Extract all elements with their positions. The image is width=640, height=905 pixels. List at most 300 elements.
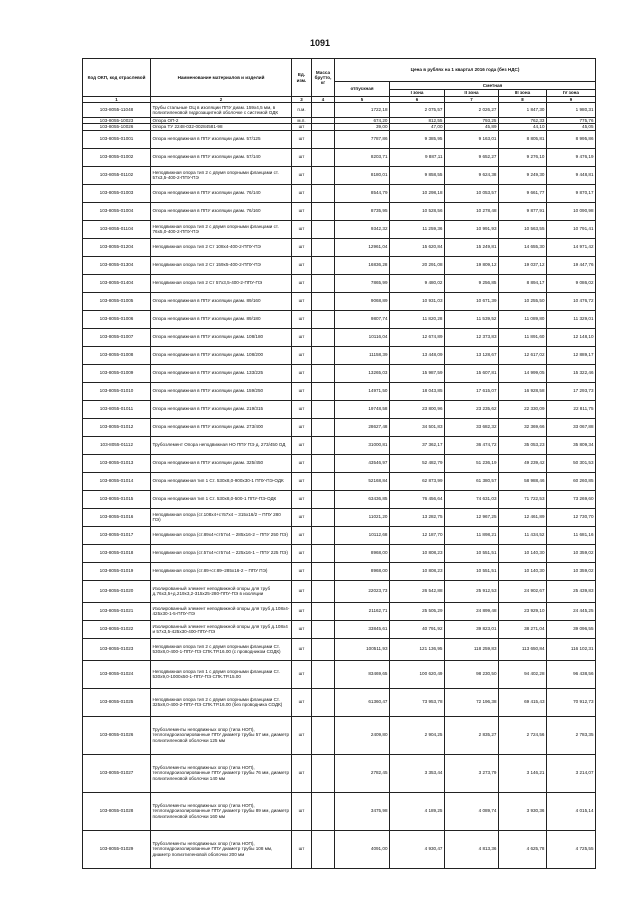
item-code-cell: 103-8055-01011 [83, 400, 151, 418]
item-name-cell: Неподвижная опора (ст.89х4+ст57х4 – 285х16-2 – ППУ 250 ПЭ) [151, 526, 292, 544]
item-code-cell: 103-8055-01007 [83, 328, 151, 346]
release-price-cell: 2409,80 [335, 716, 390, 754]
item-name-cell: Трубоэлементы неподвижных опор (типа НОП), теплогидроизолированные ППУ диаметр трубы 89 мм, диаметр полиэтиленовой оболочки 160 мм [151, 792, 292, 830]
zone-4-price-cell: 12 889,17 [547, 346, 596, 364]
zone-2-price-cell: 17 615,07 [445, 382, 499, 400]
zone-1-price-cell: 10 931,03 [390, 292, 445, 310]
item-name-cell: Изолированный элемент неподвижной опоры для труб д.108х4-425х30-1-5-ППУ-ПЭ [151, 602, 292, 620]
zone-2-price-cell: 10 278,48 [445, 202, 499, 220]
zone-3-price-cell: 11 434,52 [499, 526, 547, 544]
zone-3-price-cell: 8 805,81 [499, 130, 547, 148]
release-price-cell: 9068,89 [335, 292, 390, 310]
unit-cell: шт [292, 124, 312, 130]
zone-2-price-cell: 39 823,01 [445, 620, 499, 638]
zone-1-price-cell: 23 800,96 [390, 400, 445, 418]
zone-2-price-cell: 2 835,27 [445, 716, 499, 754]
zone-4-price-cell: 9 870,17 [547, 184, 596, 202]
zone-1-price-cell: 10 808,23 [390, 544, 445, 562]
table-row [83, 382, 596, 400]
unit-cell: п.м. [292, 103, 312, 118]
zone-2-price-cell: 10 671,39 [445, 292, 499, 310]
zone-3-price-cell: 23 929,10 [499, 602, 547, 620]
zone-3-price-cell: 38 271,04 [499, 620, 547, 638]
table-row [83, 490, 596, 508]
mass-cell [312, 716, 335, 754]
zone-1-price-cell: 26 542,88 [390, 580, 445, 602]
zone-4-price-cell: 9 476,19 [547, 148, 596, 166]
zone-2-price-cell: 15 607,81 [445, 364, 499, 382]
zone-4-price-cell: 22 811,75 [547, 400, 596, 418]
release-price-cell: 2782,45 [335, 754, 390, 792]
mass-cell [312, 620, 335, 638]
release-price-cell: 8968,00 [335, 544, 390, 562]
zone-2-price-cell: 12 967,25 [445, 508, 499, 526]
column-number: 7 [445, 97, 499, 103]
unit-cell: шт [292, 274, 312, 292]
unit-cell: м.п. [292, 118, 312, 124]
zone-1-price-cell: 9 887,11 [390, 148, 445, 166]
unit-cell: шт [292, 238, 312, 256]
unit-cell: шт [292, 292, 312, 310]
zone-2-price-cell: 51 236,19 [445, 454, 499, 472]
table-row [83, 166, 596, 184]
header-estimate: Сметная [390, 82, 596, 90]
release-price-cell: 61360,47 [335, 688, 390, 716]
table-row [83, 310, 596, 328]
zone-2-price-cell: 15 249,81 [445, 238, 499, 256]
mass-cell [312, 220, 335, 238]
item-code-cell: 103-8055-01004 [83, 202, 151, 220]
mass-cell [312, 562, 335, 580]
item-code-cell: 103-8055-01002 [83, 148, 151, 166]
zone-1-price-cell: 11 259,36 [390, 220, 445, 238]
table-row [83, 202, 596, 220]
item-name-cell: Опора неподвижная в ППУ изоляции диам. 89/180 [151, 310, 292, 328]
zone-4-price-cell: 9 448,81 [547, 166, 596, 184]
header-unit: Ед. изм. [292, 59, 312, 97]
zone-1-price-cell: 12 187,70 [390, 526, 445, 544]
table-row [83, 620, 596, 638]
item-name-cell: Опора неподвижная в ППУ изоляции диам. 325/450 [151, 454, 292, 472]
table-row [83, 130, 596, 148]
item-name-cell: Опора ТУ 2248-032-00284581-98 [151, 124, 292, 130]
zone-3-price-cell: 10 140,30 [499, 562, 547, 580]
zone-2-price-cell: 793,25 [445, 118, 499, 124]
release-price-cell: 7865,99 [335, 274, 390, 292]
zone-3-price-cell: 19 037,12 [499, 256, 547, 274]
zone-3-price-cell: 9 276,10 [499, 148, 547, 166]
item-code-cell: 103-8055-01017 [83, 526, 151, 544]
unit-cell: шт [292, 754, 312, 792]
mass-cell [312, 346, 335, 364]
item-name-cell: Трубы стальные ОЦ в изоляции ППУ диам. 159х4,5 мм, в полиэтиленовой гидрозащитной оболочке с системой ОДК [151, 103, 292, 118]
column-number: 9 [547, 97, 596, 103]
table-row [83, 660, 596, 688]
item-code-cell: 103-8055-01014 [83, 472, 151, 490]
table-row [83, 716, 596, 754]
unit-cell: шт [292, 148, 312, 166]
table-row [83, 346, 596, 364]
zone-3-price-cell: 9 877,91 [499, 202, 547, 220]
zone-3-price-cell: 12 617,02 [499, 346, 547, 364]
zone-4-price-cell: 35 809,34 [547, 436, 596, 454]
zone-4-price-cell: 33 067,88 [547, 418, 596, 436]
mass-cell [312, 830, 335, 868]
table-row [83, 508, 596, 526]
item-code-cell: 103-8055-01204 [83, 238, 151, 256]
release-price-cell: 8180,01 [335, 166, 390, 184]
item-name-cell: Опора неподвижная тип 1 Ст. 530х8,0-500-1 ППУ-ПЭ-ОДК [151, 490, 292, 508]
item-code-cell: 103-8055-01018 [83, 544, 151, 562]
release-price-cell: 12961,04 [335, 238, 390, 256]
item-code-cell: 103-8055-01016 [83, 508, 151, 526]
mass-cell [312, 602, 335, 620]
zone-2-price-cell: 74 631,03 [445, 490, 499, 508]
item-name-cell: Опора неподвижная в ППУ изоляции диам. 273/400 [151, 418, 292, 436]
table-row [83, 103, 596, 118]
mass-cell [312, 166, 335, 184]
table-row [83, 580, 596, 602]
zone-1-price-cell: 15 987,59 [390, 364, 445, 382]
item-code-cell: 103-8055-01023 [83, 638, 151, 660]
item-code-cell: 103-8055-10026 [83, 124, 151, 130]
release-price-cell: 28627,48 [335, 418, 390, 436]
unit-cell: шт [292, 454, 312, 472]
zone-1-price-cell: 18 043,85 [390, 382, 445, 400]
item-code-cell: 103-8055-01404 [83, 274, 151, 292]
header-zone-2: II зона [445, 90, 499, 97]
zone-4-price-cell: 4 725,55 [547, 830, 596, 868]
item-name-cell: Опора неподвижная тип 1 Ст. 530х8,0-900х30-1 ППУ-ПЭ-ОДК [151, 472, 292, 490]
mass-cell [312, 526, 335, 544]
zone-4-price-cell: 116 102,31 [547, 638, 596, 660]
zone-1-price-cell: 34 501,83 [390, 418, 445, 436]
zone-2-price-cell: 10 551,51 [445, 544, 499, 562]
unit-cell: шт [292, 382, 312, 400]
item-name-cell: Неподвижная опора тип 2 с двумя опорными фланцами Ст. 530х8,0-400-1-ППУ-ПЭ СПК.ТР.16.00 (с проводником СОДК) [151, 638, 292, 660]
zone-1-price-cell: 25 505,29 [390, 602, 445, 620]
zone-3-price-cell: 9 249,30 [499, 166, 547, 184]
column-number: 5 [335, 97, 390, 103]
zone-3-price-cell: 69 415,43 [499, 688, 547, 716]
release-price-cell: 8968,00 [335, 562, 390, 580]
table-row [83, 830, 596, 868]
mass-cell [312, 544, 335, 562]
release-price-cell: 11021,20 [335, 508, 390, 526]
zone-3-price-cell: 3 146,21 [499, 754, 547, 792]
zone-1-price-cell: 73 953,78 [390, 688, 445, 716]
mass-cell [312, 238, 335, 256]
zone-4-price-cell: 10 476,72 [547, 292, 596, 310]
release-price-cell: 43546,97 [335, 454, 390, 472]
unit-cell: шт [292, 166, 312, 184]
mass-cell [312, 292, 335, 310]
zone-4-price-cell: 11 681,16 [547, 526, 596, 544]
zone-1-price-cell: 9 858,55 [390, 166, 445, 184]
zone-1-price-cell: 121 136,95 [390, 638, 445, 660]
unit-cell: шт [292, 602, 312, 620]
zone-3-price-cell: 58 988,46 [499, 472, 547, 490]
zone-2-price-cell: 9 624,38 [445, 166, 499, 184]
unit-cell: шт [292, 688, 312, 716]
zone-1-price-cell: 52 482,79 [390, 454, 445, 472]
mass-cell [312, 508, 335, 526]
column-number: 8 [499, 97, 547, 103]
mass-cell [312, 202, 335, 220]
item-code-cell: 103-8055-01021 [83, 602, 151, 620]
zone-3-price-cell: 14 999,05 [499, 364, 547, 382]
release-price-cell: 13265,03 [335, 364, 390, 382]
zone-3-price-cell: 16 928,58 [499, 382, 547, 400]
item-name-cell: Трубоэлемент Опора неподвижная НО ППУ ПЭ д. 273/450 ОД [151, 436, 292, 454]
item-code-cell: 103-8055-01029 [83, 830, 151, 868]
table-row [83, 602, 596, 620]
table-header [83, 59, 596, 103]
zone-4-price-cell: 8 995,86 [547, 130, 596, 148]
release-price-cell: 22023,73 [335, 580, 390, 602]
unit-cell: шт [292, 310, 312, 328]
zone-4-price-cell: 4 015,14 [547, 792, 596, 830]
item-name-cell: Неподвижная опора тип 2 Ст 159х5-400-2-ППУ-ПЭ [151, 256, 292, 274]
release-price-cell: 10112,68 [335, 526, 390, 544]
release-price-cell: 8544,79 [335, 184, 390, 202]
zone-2-price-cell: 24 899,48 [445, 602, 499, 620]
zone-1-price-cell: 40 791,92 [390, 620, 445, 638]
zone-1-price-cell: 812,55 [390, 118, 445, 124]
zone-1-price-cell: 10 808,23 [390, 562, 445, 580]
column-number: 2 [151, 97, 292, 103]
table-row [83, 184, 596, 202]
item-name-cell: Неподвижная опора тип 2 Ст 57х3,5-400-2-ППУ-ПЭ [151, 274, 292, 292]
zone-2-price-cell: 45,89 [445, 124, 499, 130]
zone-4-price-cell: 70 912,73 [547, 688, 596, 716]
table-row [83, 544, 596, 562]
table-row [83, 274, 596, 292]
item-name-cell: Изолированный элемент неподвижной опоры для труб д.108х4 и 57х3,5-425х30-400-ППУ-ПЭ [151, 620, 292, 638]
zone-4-price-cell: 10 090,98 [547, 202, 596, 220]
zone-3-price-cell: 8 894,17 [499, 274, 547, 292]
item-code-cell: 103-8055-01025 [83, 688, 151, 716]
unit-cell: шт [292, 346, 312, 364]
zone-1-price-cell: 100 620,49 [390, 660, 445, 688]
zone-3-price-cell: 14 655,30 [499, 238, 547, 256]
release-price-cell: 4091,00 [335, 830, 390, 868]
header-mass: Масса брутто, кг [312, 59, 335, 97]
zone-4-price-cell: 775,76 [547, 118, 596, 124]
item-name-cell: Опора неподвижная в ППУ изоляции диам. 159/250 [151, 382, 292, 400]
table-row [83, 220, 596, 238]
item-name-cell: Опора неподвижная в ППУ изоляции диам. 108/200 [151, 346, 292, 364]
unit-cell: шт [292, 508, 312, 526]
mass-cell [312, 310, 335, 328]
zone-1-price-cell: 2 904,25 [390, 716, 445, 754]
unit-cell: шт [292, 130, 312, 148]
zone-2-price-cell: 9 652,27 [445, 148, 499, 166]
mass-cell [312, 580, 335, 602]
release-price-cell: 7787,86 [335, 130, 390, 148]
zone-3-price-cell: 12 461,89 [499, 508, 547, 526]
zone-3-price-cell: 44,10 [499, 124, 547, 130]
table-row [83, 364, 596, 382]
unit-cell: шт [292, 202, 312, 220]
zone-3-price-cell: 49 239,42 [499, 454, 547, 472]
zone-4-price-cell: 45,05 [547, 124, 596, 130]
zone-1-price-cell: 2 075,57 [390, 103, 445, 118]
table-row [83, 688, 596, 716]
unit-cell: шт [292, 716, 312, 754]
zone-3-price-cell: 11 089,80 [499, 310, 547, 328]
column-number: 6 [390, 97, 445, 103]
item-name-cell: Изолированный элемент неподвижной опоры для труб д.76х3,5+д.219х3,2-315х25-280-ППУ-ПЭ в изоляции [151, 580, 292, 602]
item-code-cell: 103-8055-01028 [83, 792, 151, 830]
zone-1-price-cell: 10 298,18 [390, 184, 445, 202]
mass-cell [312, 688, 335, 716]
zone-4-price-cell: 11 329,01 [547, 310, 596, 328]
item-code-cell: 103-8055-01104 [83, 220, 151, 238]
zone-1-price-cell: 12 674,89 [390, 328, 445, 346]
unit-cell: шт [292, 620, 312, 638]
release-price-cell: 674,20 [335, 118, 390, 124]
zone-1-price-cell: 62 873,99 [390, 472, 445, 490]
zone-1-price-cell: 9 480,02 [390, 274, 445, 292]
zone-4-price-cell: 10 791,41 [547, 220, 596, 238]
zone-4-price-cell: 2 783,35 [547, 716, 596, 754]
zone-3-price-cell: 10 563,55 [499, 220, 547, 238]
mass-cell [312, 364, 335, 382]
item-name-cell: Неподвижная опора (ст.108х4+ст57х4 – 315х16/2 – ППУ 280 ПЭ) [151, 508, 292, 526]
zone-4-price-cell: 12 730,70 [547, 508, 596, 526]
item-code-cell: 103-8055-01027 [83, 754, 151, 792]
release-price-cell: 33845,61 [335, 620, 390, 638]
unit-cell: шт [292, 660, 312, 688]
table-row [83, 418, 596, 436]
table-row [83, 454, 596, 472]
zone-4-price-cell: 17 293,73 [547, 382, 596, 400]
mass-cell [312, 184, 335, 202]
item-name-cell: Неподвижная опора тип 2 с двумя опорными фланцами ст. 57х3,5-400-2-ППУ-ПЭ [151, 166, 292, 184]
zone-2-price-cell: 10 991,93 [445, 220, 499, 238]
item-code-cell: 103-8055-01013 [83, 454, 151, 472]
release-price-cell: 63436,85 [335, 490, 390, 508]
zone-1-price-cell: 15 620,84 [390, 238, 445, 256]
zone-3-price-cell: 113 650,84 [499, 638, 547, 660]
header-zone-3: III зона [499, 90, 547, 97]
item-name-cell: Опора неподвижная в ППУ изоляции диам. 76/160 [151, 202, 292, 220]
item-code-cell: 103-8055-01001 [83, 130, 151, 148]
item-code-cell: 103-8055-01022 [83, 620, 151, 638]
release-price-cell: 21162,71 [335, 602, 390, 620]
item-code-cell: 103-8055-01008 [83, 346, 151, 364]
zone-3-price-cell: 762,33 [499, 118, 547, 124]
release-price-cell: 8203,71 [335, 148, 390, 166]
release-price-cell: 16836,28 [335, 256, 390, 274]
release-price-cell: 3475,98 [335, 792, 390, 830]
zone-2-price-cell: 12 373,83 [445, 328, 499, 346]
item-code-cell: 103-8055-01020 [83, 580, 151, 602]
zone-3-price-cell: 35 053,23 [499, 436, 547, 454]
item-name-cell: Опора неподвижная в ППУ изоляции диам. 89/160 [151, 292, 292, 310]
table-row [83, 436, 596, 454]
zone-4-price-cell: 60 260,85 [547, 472, 596, 490]
item-name-cell: Опора неподвижная в ППУ изоляции диам. 57/125 [151, 130, 292, 148]
item-name-cell: Трубоэлементы неподвижных опор (типа НОП), теплогидроизолированные ППУ диаметр трубы 108 мм, диаметр полиэтиленовой оболочки 200 мм [151, 830, 292, 868]
unit-cell: шт [292, 638, 312, 660]
mass-cell [312, 454, 335, 472]
header-code: Код ОКП, код отраслевой [83, 59, 151, 97]
zone-1-price-cell: 20 291,08 [390, 256, 445, 274]
mass-cell [312, 274, 335, 292]
item-name-cell: Неподвижная опора тип 1 с двумя опорными фланцами Ст. 530х9,0-1000х50-1-ППУ-ПЭ СПК.ТР.15.00 [151, 660, 292, 688]
table-row [83, 472, 596, 490]
item-name-cell: Трубоэлементы неподвижных опор (типа НОП), теплогидроизолированные ППУ диаметр трубы 76 мм, диаметр полиэтиленовой оболочки 140 мм [151, 754, 292, 792]
release-price-cell: 19748,58 [335, 400, 390, 418]
mass-cell [312, 754, 335, 792]
zone-3-price-cell: 3 930,36 [499, 792, 547, 830]
zone-2-price-cell: 25 912,53 [445, 580, 499, 602]
zone-1-price-cell: 47,00 [390, 124, 445, 130]
item-code-cell: 103-8055-01026 [83, 716, 151, 754]
header-price-group: Цена в рублях на 1 квартал 2016 года (без НДС) [335, 59, 596, 82]
zone-1-price-cell: 13 448,09 [390, 346, 445, 364]
release-price-cell: 31000,81 [335, 436, 390, 454]
release-price-cell: 39,00 [335, 124, 390, 130]
item-name-cell: Неподвижная опора тип 2 с двумя опорными фланцами Ст. 325х8,0-400-2-ППУ-ПЭ СПК.ТР.16.00 (без проводника СОДК) [151, 688, 292, 716]
zone-4-price-cell: 14 971,42 [547, 238, 596, 256]
zone-2-price-cell: 9 256,85 [445, 274, 499, 292]
zone-1-price-cell: 4 189,25 [390, 792, 445, 830]
zone-2-price-cell: 3 273,79 [445, 754, 499, 792]
zone-4-price-cell: 19 447,76 [547, 256, 596, 274]
zone-1-price-cell: 76 456,64 [390, 490, 445, 508]
zone-2-price-cell: 33 682,32 [445, 418, 499, 436]
item-code-cell: 103-8055-01009 [83, 364, 151, 382]
unit-cell: шт [292, 364, 312, 382]
zone-4-price-cell: 1 980,31 [547, 103, 596, 118]
mass-cell [312, 660, 335, 688]
item-code-cell: 103-8055-01019 [83, 562, 151, 580]
zone-2-price-cell: 36 474,72 [445, 436, 499, 454]
item-code-cell: 103-8055-01010 [83, 382, 151, 400]
table-row [83, 256, 596, 274]
release-price-cell: 52168,84 [335, 472, 390, 490]
zone-1-price-cell: 4 930,47 [390, 830, 445, 868]
mass-cell [312, 436, 335, 454]
zone-4-price-cell: 3 214,07 [547, 754, 596, 792]
item-name-cell: Неподвижная опора (ст.89+ст.89–285х16-2 – ППУ ПЭ) [151, 562, 292, 580]
zone-2-price-cell: 10 053,57 [445, 184, 499, 202]
zone-3-price-cell: 71 722,53 [499, 490, 547, 508]
item-name-cell: Опора неподвижная в ППУ изоляции диам. 219/315 [151, 400, 292, 418]
zone-2-price-cell: 2 026,27 [445, 103, 499, 118]
zone-2-price-cell: 61 380,57 [445, 472, 499, 490]
item-code-cell: 103-8055-10023 [83, 118, 151, 124]
item-code-cell: 103-8055-11048 [83, 103, 151, 118]
release-price-cell: 11158,39 [335, 346, 390, 364]
mass-cell [312, 130, 335, 148]
zone-4-price-cell: 96 438,56 [547, 660, 596, 688]
table-row [83, 526, 596, 544]
mass-cell [312, 792, 335, 830]
header-zone-1: I зона [390, 90, 445, 97]
zone-1-price-cell: 13 282,75 [390, 508, 445, 526]
unit-cell: шт [292, 792, 312, 830]
table-row [83, 754, 596, 792]
table-row [83, 238, 596, 256]
zone-3-price-cell: 22 330,09 [499, 400, 547, 418]
item-name-cell: Опора неподвижная в ППУ изоляции диам. 57/140 [151, 148, 292, 166]
zone-3-price-cell: 2 724,56 [499, 716, 547, 754]
zone-4-price-cell: 24 445,25 [547, 602, 596, 620]
